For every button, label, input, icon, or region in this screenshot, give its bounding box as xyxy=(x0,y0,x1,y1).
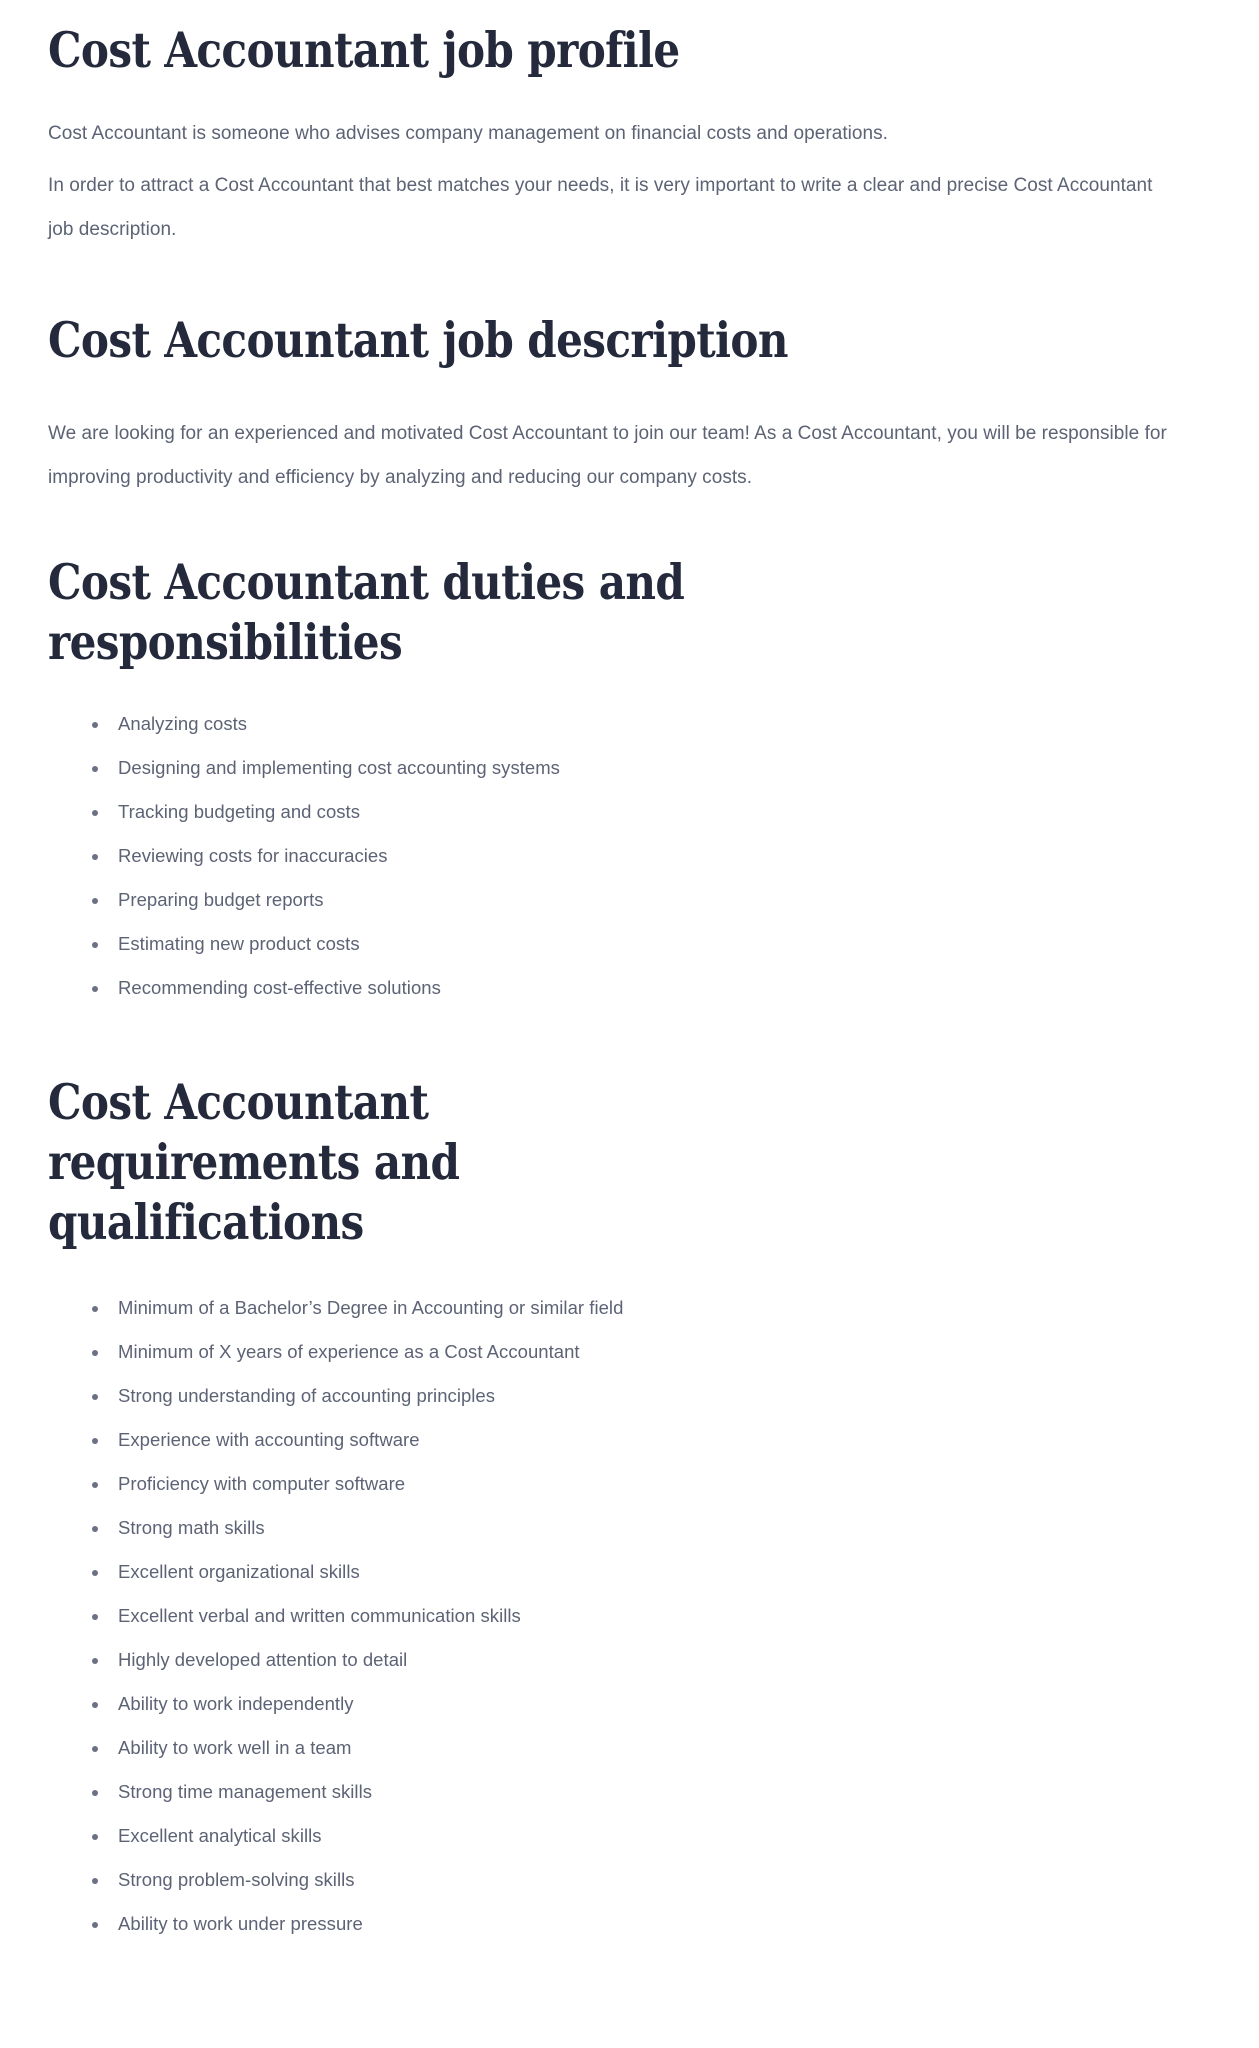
section-heading-requirements: Cost Accountant requirements and qualifications xyxy=(48,1073,460,1251)
list-item-label: Excellent verbal and written communication skills xyxy=(118,1605,521,1626)
list-item xyxy=(48,1374,1211,1418)
list-item-label: Experience with accounting software xyxy=(118,1429,420,1450)
list-item xyxy=(48,1462,1211,1506)
bullet-icon xyxy=(92,1922,98,1928)
list-item-label: Estimating new product costs xyxy=(118,933,360,954)
bullet-icon xyxy=(92,1526,98,1532)
spacer xyxy=(48,1252,1211,1286)
list-item xyxy=(48,1726,1211,1770)
list-item-label: Strong math skills xyxy=(118,1517,265,1538)
list-item xyxy=(48,966,1211,1010)
list-item-label: Strong problem-solving skills xyxy=(118,1869,355,1890)
bullet-icon xyxy=(92,766,98,772)
list-item xyxy=(48,790,1211,834)
list-item xyxy=(48,1770,1211,1814)
bullet-icon xyxy=(92,1394,98,1400)
bullet-icon xyxy=(92,942,98,948)
profile-paragraph-2: In order to attract a Cost Accountant that best matches your needs, it is very important to write a clear and precise Cost Accountant job description. xyxy=(48,175,1153,240)
list-item xyxy=(48,834,1211,878)
list-item xyxy=(48,702,1211,746)
bullet-icon xyxy=(92,1746,98,1752)
spacer xyxy=(48,1010,1211,1072)
bullet-icon xyxy=(92,1658,98,1664)
spacer xyxy=(48,252,1211,310)
list-item xyxy=(48,1858,1211,1902)
duties-list xyxy=(48,702,1211,1010)
list-item-label: Ability to work under pressure xyxy=(118,1913,363,1934)
list-item-label: Excellent analytical skills xyxy=(118,1825,322,1846)
bullet-icon xyxy=(92,898,98,904)
list-item-label: Minimum of X years of experience as a Cost Accountant xyxy=(118,1341,580,1362)
bullet-icon xyxy=(92,1614,98,1620)
list-item xyxy=(48,746,1211,790)
list-item-label: Ability to work independently xyxy=(118,1693,354,1714)
bullet-icon xyxy=(92,1878,98,1884)
description-paragraph: We are looking for an experienced and motivated Cost Accountant to join our team! As a Cost Accountant, you will be responsible for improving productivity and efficiency by analyzing and reducing our company costs. xyxy=(48,423,1167,488)
spacer xyxy=(48,500,1211,552)
list-item-label: Preparing budget reports xyxy=(118,889,324,910)
list-item-label: Tracking budgeting and costs xyxy=(118,801,361,822)
list-item-label: Minimum of a Bachelor’s Degree in Accounting or similar field xyxy=(118,1297,624,1318)
bullet-icon xyxy=(92,986,98,992)
list-item-label: Strong time management skills xyxy=(118,1781,373,1802)
list-item xyxy=(48,1506,1211,1550)
bullet-icon xyxy=(92,1702,98,1708)
list-item xyxy=(48,1286,1211,1330)
bullet-icon xyxy=(92,1350,98,1356)
bullet-icon xyxy=(92,1570,98,1576)
list-item-label: Ability to work well in a team xyxy=(118,1737,352,1758)
spacer xyxy=(48,156,1211,164)
list-item xyxy=(48,1638,1211,1682)
list-item xyxy=(48,922,1211,966)
bullet-icon xyxy=(92,1834,98,1840)
list-item xyxy=(48,1902,1211,1946)
profile-paragraph-1: Cost Accountant is someone who advises company management on financial costs and operations. xyxy=(48,123,888,144)
list-item-label: Strong understanding of accounting principles xyxy=(118,1385,496,1406)
list-item-label: Reviewing costs for inaccuracies xyxy=(118,845,388,866)
bullet-icon xyxy=(92,1790,98,1796)
bullet-icon xyxy=(92,1482,98,1488)
section-heading-duties: Cost Accountant duties and responsibilities xyxy=(48,553,685,671)
list-item xyxy=(48,1550,1211,1594)
list-item-label: Proficiency with computer software xyxy=(118,1473,406,1494)
list-item-label: Analyzing costs xyxy=(118,713,248,734)
bullet-icon xyxy=(92,810,98,816)
spacer xyxy=(48,672,1211,702)
bullet-icon xyxy=(92,1438,98,1444)
list-item xyxy=(48,1814,1211,1858)
bullet-icon xyxy=(92,1306,98,1312)
requirements-list xyxy=(48,1286,1211,1946)
bullet-icon xyxy=(92,722,98,728)
list-item xyxy=(48,1330,1211,1374)
list-item xyxy=(48,1594,1211,1638)
list-item-label: Excellent organizational skills xyxy=(118,1561,360,1582)
list-item-label: Highly developed attention to detail xyxy=(118,1649,408,1670)
list-item xyxy=(48,878,1211,922)
spacer xyxy=(48,80,1211,112)
spacer xyxy=(48,1946,1211,2006)
spacer xyxy=(48,370,1211,412)
bullet-icon xyxy=(92,854,98,860)
list-item xyxy=(48,1682,1211,1726)
list-item-label: Recommending cost-effective solutions xyxy=(118,977,441,998)
section-heading-job-description: Cost Accountant job description xyxy=(48,311,788,369)
list-item-label: Designing and implementing cost accounting systems xyxy=(118,757,560,778)
list-item xyxy=(48,1418,1211,1462)
page-title: Cost Accountant job profile xyxy=(48,21,680,79)
